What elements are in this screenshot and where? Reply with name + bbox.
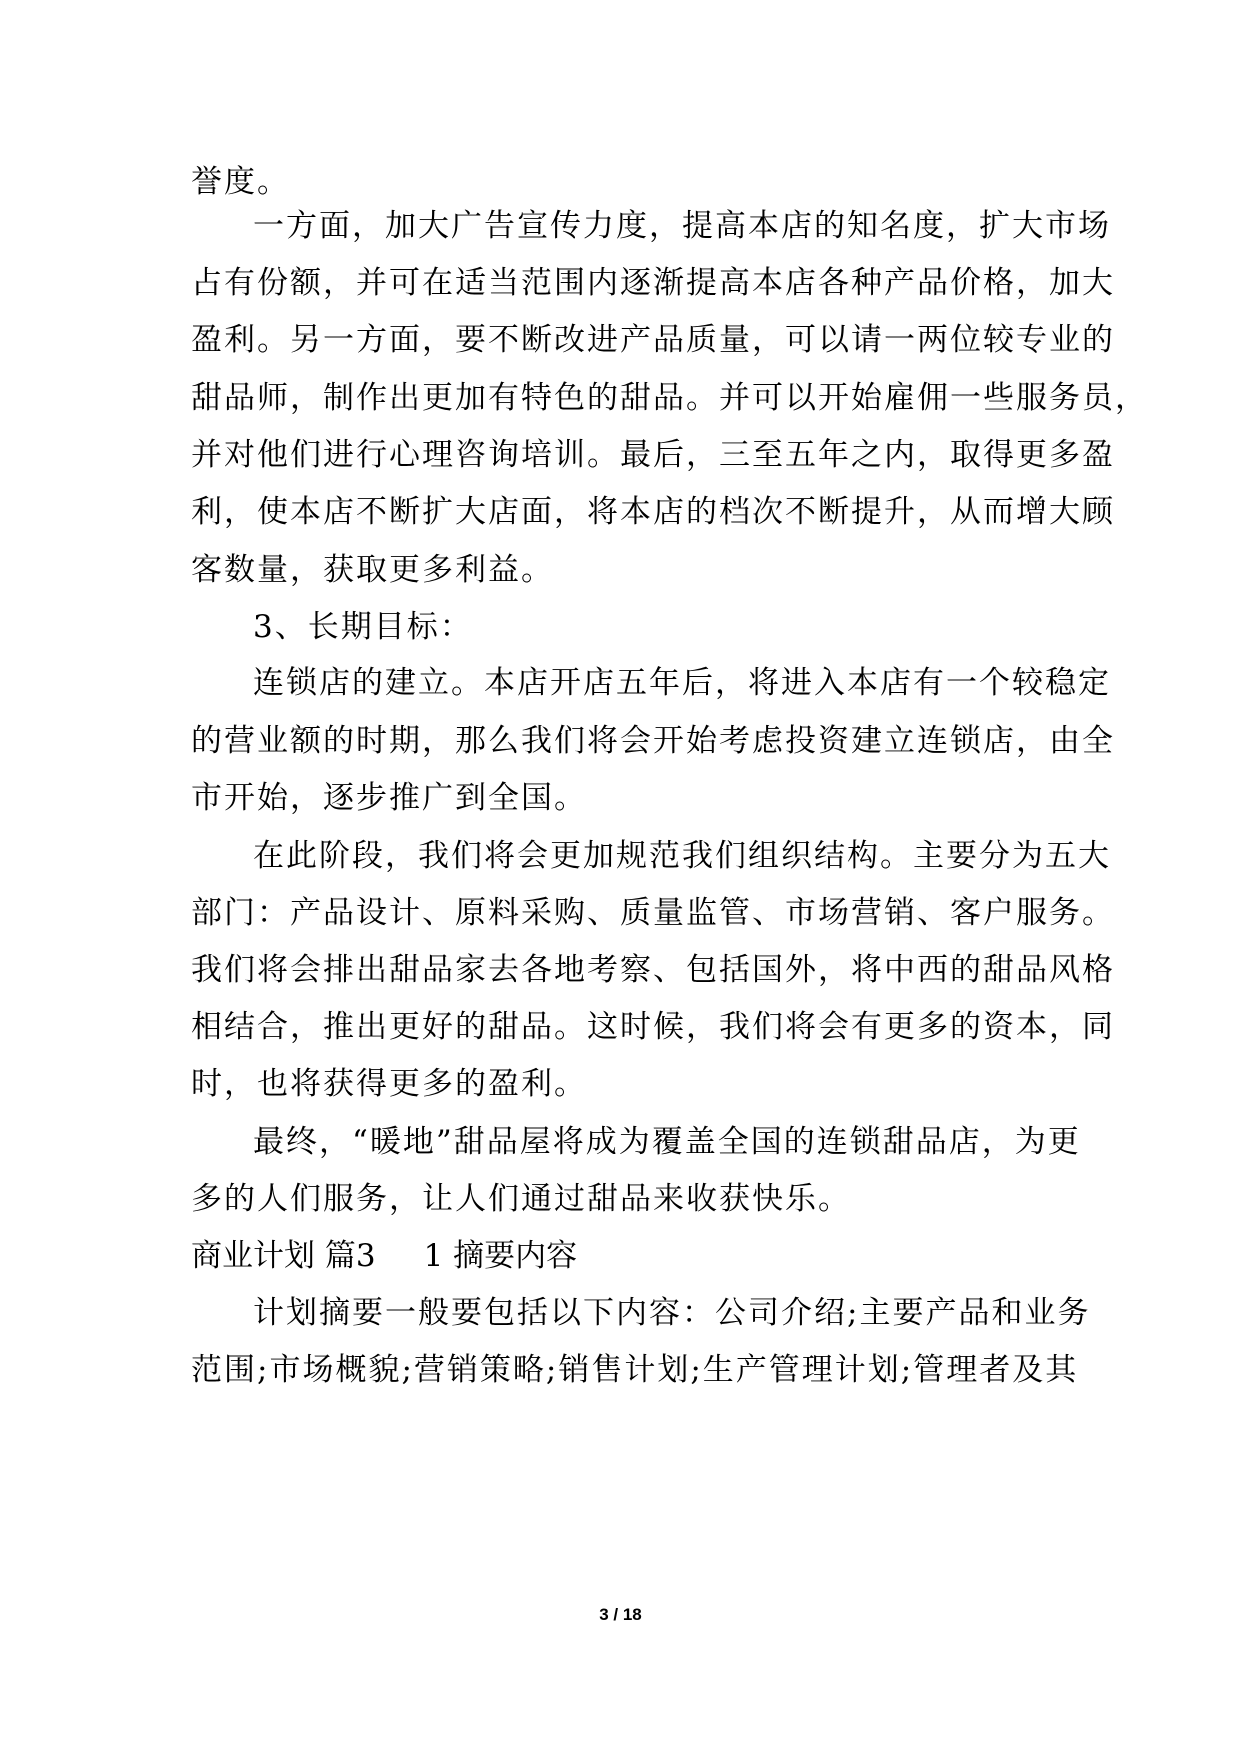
text-line: 市开始，逐步推广到全国。 [191, 780, 587, 816]
page-number: 3 / 18 [599, 1605, 642, 1624]
text-line: 我们将会排出甜品家去各地考察、包括国外，将中西的甜品风格 [191, 952, 1115, 988]
text-line: 相结合，推出更好的甜品。这时候，我们将会有更多的资本，同 [191, 1009, 1115, 1045]
text-line: 在此阶段，我们将会更加规范我们组织结构。主要分为五大 [253, 838, 1111, 874]
text-line: 并对他们进行心理咨询培训。最后，三至五年之内，取得更多盈 [191, 437, 1115, 473]
text-line: 范围;市场概貌;营销策略;销售计划;生产管理计划;管理者及其 [191, 1352, 1079, 1388]
section-title: 商业计划 篇3 [191, 1238, 376, 1274]
text-line: 客数量，获取更多利益。 [191, 552, 554, 588]
subheading-line: 3、长期目标： [253, 609, 473, 645]
section-subtitle: 1 摘要内容 [423, 1238, 578, 1274]
text-line: 甜品师，制作出更加有特色的甜品。并可以开始雇佣一些服务员， [191, 380, 1148, 416]
text-line: 的营业额的时期，那么我们将会开始考虑投资建立连锁店，由全 [191, 723, 1115, 759]
text-line: 利，使本店不断扩大店面，将本店的档次不断提升，从而增大顾 [191, 494, 1115, 530]
text-line: 最终，“暖地”甜品屋将成为覆盖全国的连锁甜品店，为更 [253, 1124, 1081, 1160]
text-line: 多的人们服务，让人们通过甜品来收获快乐。 [191, 1181, 851, 1217]
section-heading [191, 1236, 577, 1276]
text-line: 占有份额，并可在适当范围内逐渐提高本店各种产品价格，加大 [191, 265, 1115, 301]
text-line: 部门：产品设计、原料采购、质量监管、市场营销、客户服务。 [191, 895, 1115, 931]
text-line: 连锁店的建立。本店开店五年后，将进入本店有一个较稳定 [253, 665, 1111, 701]
text-line: 一方面，加大广告宣传力度，提高本店的知名度，扩大市场 [253, 208, 1111, 244]
text-line: 誉度。 [191, 164, 290, 200]
text-line: 时，也将获得更多的盈利。 [191, 1066, 587, 1102]
text-line: 盈利。另一方面，要不断改进产品质量，可以请一两位较专业的 [191, 322, 1115, 358]
text-line: 计划摘要一般要包括以下内容：公司介绍;主要产品和业务 [253, 1295, 1091, 1331]
